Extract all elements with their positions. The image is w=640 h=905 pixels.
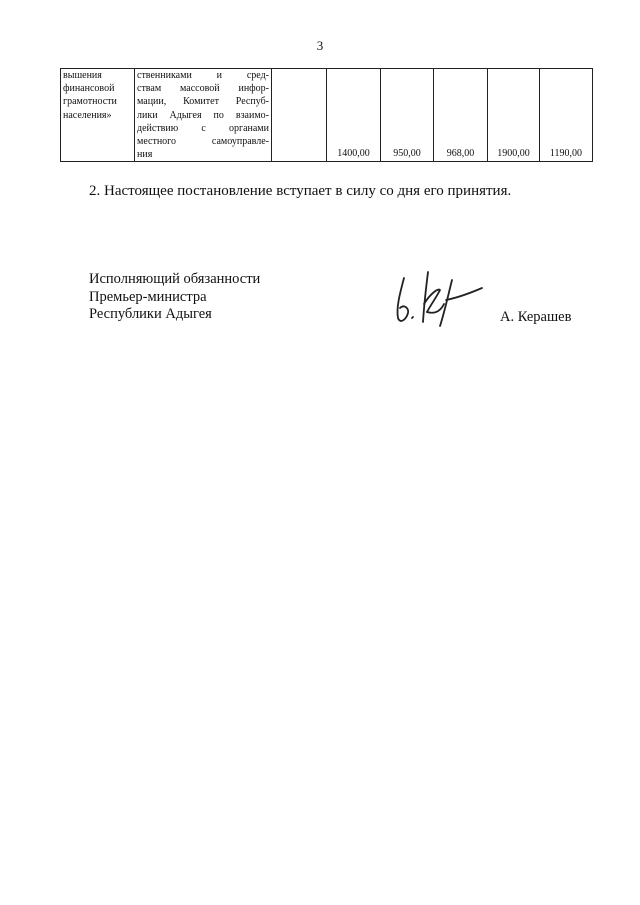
program-name-cell [61,69,135,162]
program-name-line: грамотности [63,96,117,108]
signer-name: А. Керашев [500,309,572,325]
executors-line: ния [137,149,153,161]
value-cell: 1400,00 [327,69,381,162]
signatory-title-line: Республики Адыгея [89,306,212,322]
value-cell: 1900,00 [488,69,540,162]
value-cell: 950,00 [381,69,434,162]
effective-date-paragraph: 2. Настоящее постановление вступает в силу со дня его принятия. [89,183,512,199]
executors-line: местного самоуправле- [137,136,269,148]
executors-cell [135,69,272,162]
program-name-line: вышения [63,70,102,81]
page-number: 3 [316,38,324,53]
value-cell: 1190,00 [540,69,593,162]
executors-line: ственниками и сред- [137,70,269,81]
signatory-title [89,271,260,324]
executors-line: лики Адыгея по взаимо- [137,109,269,121]
value-cell: 968,00 [434,69,488,162]
program-name-line: населения» [63,109,112,121]
executors-line: ствам массовой инфор- [137,83,269,95]
signatory-title-line: Исполняющий обязанности [89,271,261,287]
executors-line: действию с органами [137,122,269,134]
program-name-line: финансовой [63,83,115,95]
handwritten-signature [390,268,490,330]
signatory-title-line: Премьер-министра [89,288,207,305]
executors-line: мации, Комитет Респуб- [137,96,269,108]
table-row [61,69,593,162]
empty-cell [272,69,327,162]
budget-table [60,68,593,162]
